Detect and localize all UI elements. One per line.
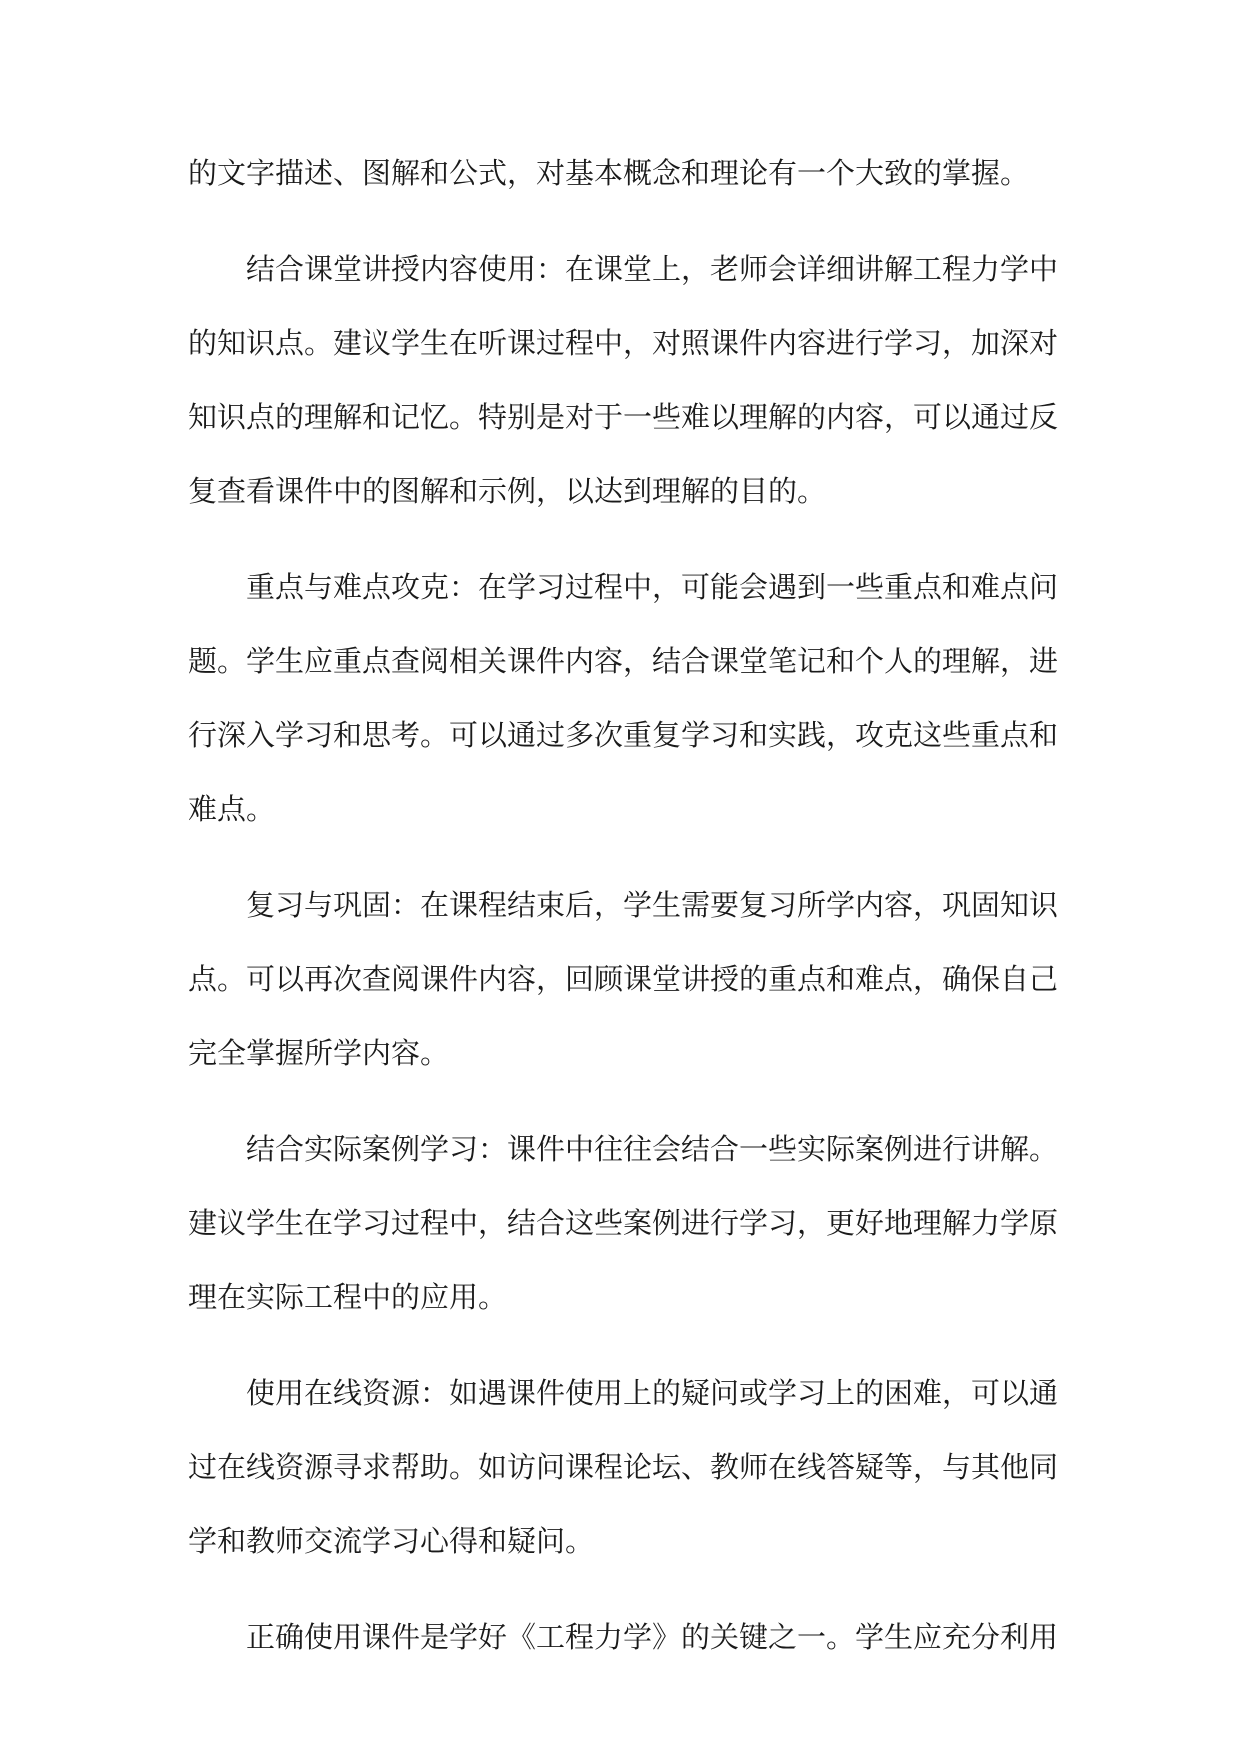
text-line: 理在实际工程中的应用。 <box>188 1280 508 1314</box>
paragraph-case-study <box>188 1112 1058 1334</box>
text-line: 结合实际案例学习：课件中往往会结合一些实际案例进行讲解。 <box>246 1132 1058 1166</box>
document-body <box>188 136 1058 1696</box>
paragraph-key-points <box>188 550 1058 846</box>
text-line: 使用在线资源：如遇课件使用上的疑问或学习上的困难，可以通 <box>246 1376 1058 1410</box>
text-line: 正确使用课件是学好《工程力学》的关键之一。学生应充分利用 <box>246 1620 1058 1654</box>
text-line: 学和教师交流学习心得和疑问。 <box>188 1524 595 1558</box>
text-line: 的文字描述、图解和公式，对基本概念和理论有一个大致的掌握。 <box>188 156 1030 190</box>
text-line: 知识点的理解和记忆。特别是对于一些难以理解的内容，可以通过反 <box>188 400 1058 434</box>
paragraph-continued <box>188 136 1058 210</box>
text-line: 重点与难点攻克：在学习过程中，可能会遇到一些重点和难点问 <box>246 570 1058 604</box>
text-line: 题。学生应重点查阅相关课件内容，结合课堂笔记和个人的理解，进 <box>188 644 1058 678</box>
text-line: 结合课堂讲授内容使用：在课堂上，老师会详细讲解工程力学中 <box>246 252 1058 286</box>
paragraph-online-resources <box>188 1356 1058 1578</box>
text-line: 复查看课件中的图解和示例，以达到理解的目的。 <box>188 474 827 508</box>
text-line: 的知识点。建议学生在听课过程中，对照课件内容进行学习，加深对 <box>188 326 1058 360</box>
text-line: 过在线资源寻求帮助。如访问课程论坛、教师在线答疑等，与其他同 <box>188 1450 1058 1484</box>
text-line: 复习与巩固：在课程结束后，学生需要复习所学内容，巩固知识 <box>246 888 1058 922</box>
paragraph-review <box>188 868 1058 1090</box>
text-line: 点。可以再次查阅课件内容，回顾课堂讲授的重点和难点，确保自己 <box>188 962 1058 996</box>
text-line: 行深入学习和思考。可以通过多次重复学习和实践，攻克这些重点和 <box>188 718 1058 752</box>
text-line: 完全掌握所学内容。 <box>188 1036 450 1070</box>
text-line: 难点。 <box>188 792 276 826</box>
paragraph-conclusion <box>188 1600 1058 1674</box>
text-line: 建议学生在学习过程中，结合这些案例进行学习，更好地理解力学原 <box>188 1206 1058 1240</box>
paragraph-classroom-use <box>188 232 1058 528</box>
